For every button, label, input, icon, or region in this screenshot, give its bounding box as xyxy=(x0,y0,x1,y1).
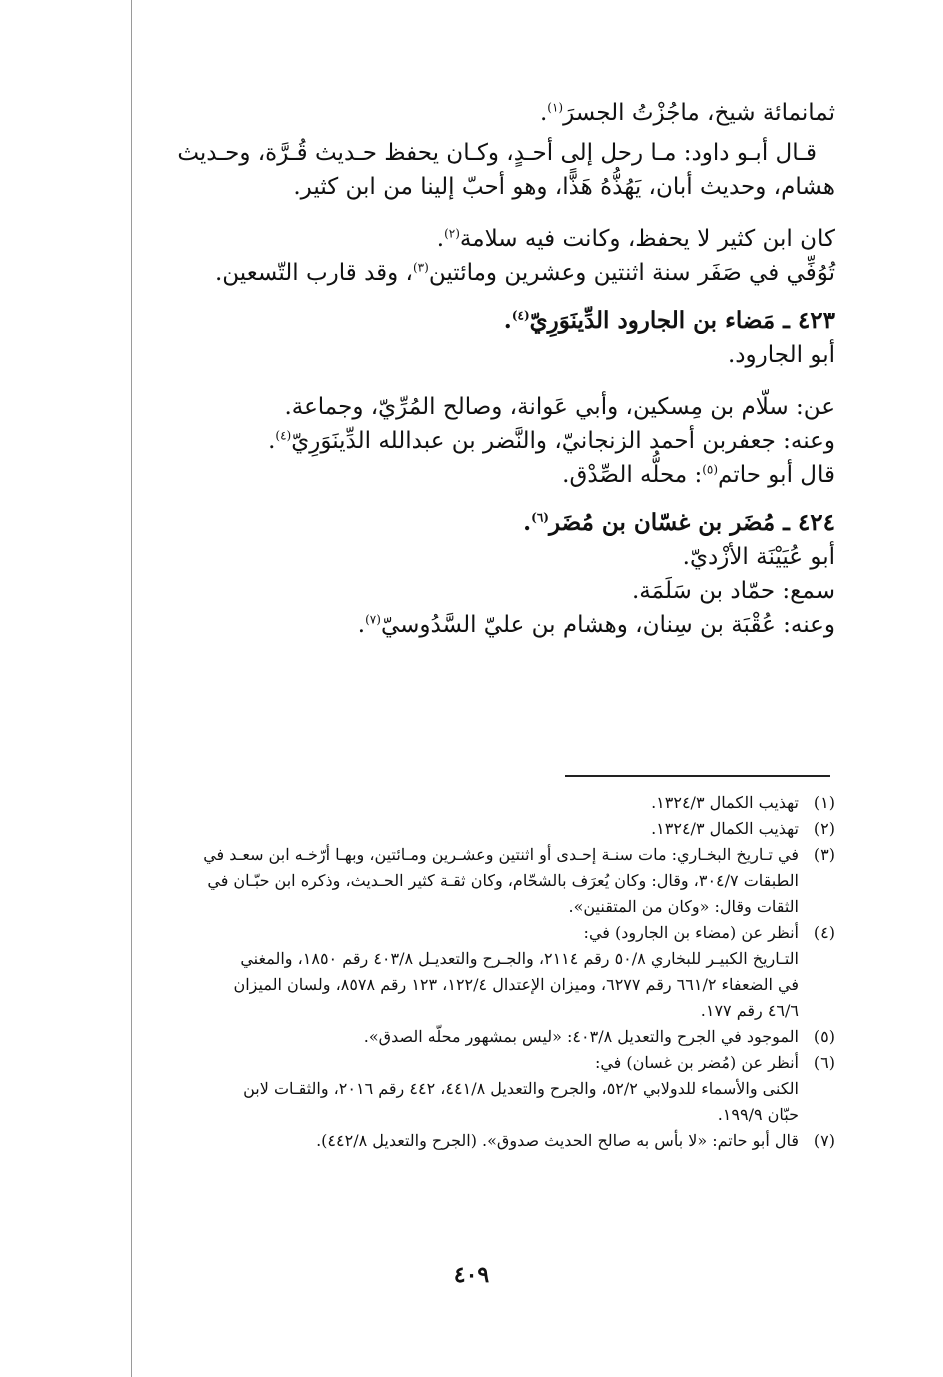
footnotes xyxy=(105,790,835,1154)
page-number: ٤٠٩ xyxy=(453,1262,490,1288)
footnote-4: (٤) أنظر عن (مضاء بن الجارود) في: التـاريخ الكبيـر للبخاري ٥٠/٨ رقم ٢١١٤، والجـرح والتعديـل ٤٠٣/٨ رقم ١٨٥٠، والمغني في الضعفاء ٦٦١/٢ رقم ٦٢٧٧، وميزان الإعتدال ١٢٢/٤، ١٢٣ رقم ٨٥٧٨، ولسان الميزان ٤٦/٦ رقم ١٧٧. xyxy=(233,923,835,1020)
footnote-2: (٢) تهذيب الكمال ١٣٢٤/٣. xyxy=(651,819,835,838)
text-line: ثمانمائة شيخ، ماجُزْتُ الجسرَ$^{(١)}$. xyxy=(539,100,835,126)
footnote-ref[interactable]: (١) xyxy=(547,100,564,115)
text-line: قال أبو حاتم$^{(٥)}$: محلُّه الصِّدْق. xyxy=(562,462,835,488)
footnote-1: (١) تهذيب الكمال ١٣٢٤/٣. xyxy=(651,793,835,812)
footnote-separator xyxy=(565,775,830,777)
footnote-ref[interactable]: (٤) xyxy=(511,308,530,323)
text-line: عن: سلّام بن مِسكين، وأبي عَوانة، وصالح المُرِّيّ، وجماعة. xyxy=(284,394,835,420)
footnote-7: (٧) قال أبو حاتم: «لا بأس به صالح الحديث صدوق». (الجرح والتعديل ٤٤٢/٨). xyxy=(316,1131,835,1150)
text-line: أبو الجارود. xyxy=(727,342,835,368)
text-line: سمع: حمّاد بن سَلَمَة. xyxy=(632,578,835,604)
text-line: قـال أبـو داود: مـا رحل إلى أحـدٍ، وكـان يحفظ حـديث قُـرَّة، وحـديث xyxy=(177,140,817,166)
footnote-ref[interactable]: (٢) xyxy=(444,226,460,241)
text-line: هشام، وحديث أبان، يَهُذُّهُ هَذًّا، وهو أحبّ إلينا من ابن كثير. xyxy=(293,174,835,200)
footnote-3: (٣) في تـاريخ البخـاري: مات سنـة إحـدى أو اثنتين وعشـرين ومـائتين، وبهـا أرّخـه ابن سعـد في الطبقات ٣٠٤/٧، وقال: وكان يُعرَف بالشحّام، وكان ثقـة كثير الحـديث، وذكره ابن حبّـان في الثقات وقال: «وكان من المتقنين». xyxy=(203,845,835,916)
footnote-ref[interactable]: (٤) xyxy=(275,428,292,443)
footnote-ref[interactable]: (٥) xyxy=(702,462,719,477)
footnote-6: (٦) أنظر عن (مُضر بن غسان) في: الكنى والأسماء للدولابي ٥٢/٢، والجرح والتعديل ٤٤١/٨، ٤٤٢ رقم ٢٠١٦، والثقـات لابن حبّان ١٩٩/٩. xyxy=(243,1053,835,1124)
footnote-5: (٥) الموجود في الجرح والتعديل ٤٠٣/٨: «ليس بمشهور محلّه الصدق». xyxy=(363,1027,835,1046)
text-line: وعنه: عُقْبَة بن سِنان، وهشام بن عليّ السَّدُوسيّ$^{(٧)}$. xyxy=(357,612,835,638)
entry-heading-423: ٤٢٣ ـ مَضاء بن الجارود الدِّينَوَرِيّ$^{(٤)}$. xyxy=(503,307,835,334)
footnote-ref[interactable]: (٧) xyxy=(365,612,381,627)
footnote-ref[interactable]: (٦) xyxy=(531,510,549,525)
text-line: كان ابن كثير لا يحفظ، وكانت فيه سلامة$^{(٢)}$. xyxy=(436,226,835,252)
text-line: أبو عُيَيْنَة الأزْديّ. xyxy=(682,544,835,570)
text-line: وعنه: جعفربن أحمد الزنجانيّ، والنَّضر بن عبدالله الدِّينَوَرِيّ$^{(٤)}$. xyxy=(268,428,835,454)
entry-heading-424: ٤٢٤ ـ مُضَر بن غسّان بن مُضَر$^{(٦)}$. xyxy=(523,509,835,536)
main-text xyxy=(115,96,835,642)
footnote-ref[interactable]: (٣) xyxy=(412,260,429,275)
text-line: تُوُفِّي في صَفَر سنة اثنتين وعشرين ومائتين$^{(٣)}$، وقد قارب التّسعين. xyxy=(214,260,835,286)
